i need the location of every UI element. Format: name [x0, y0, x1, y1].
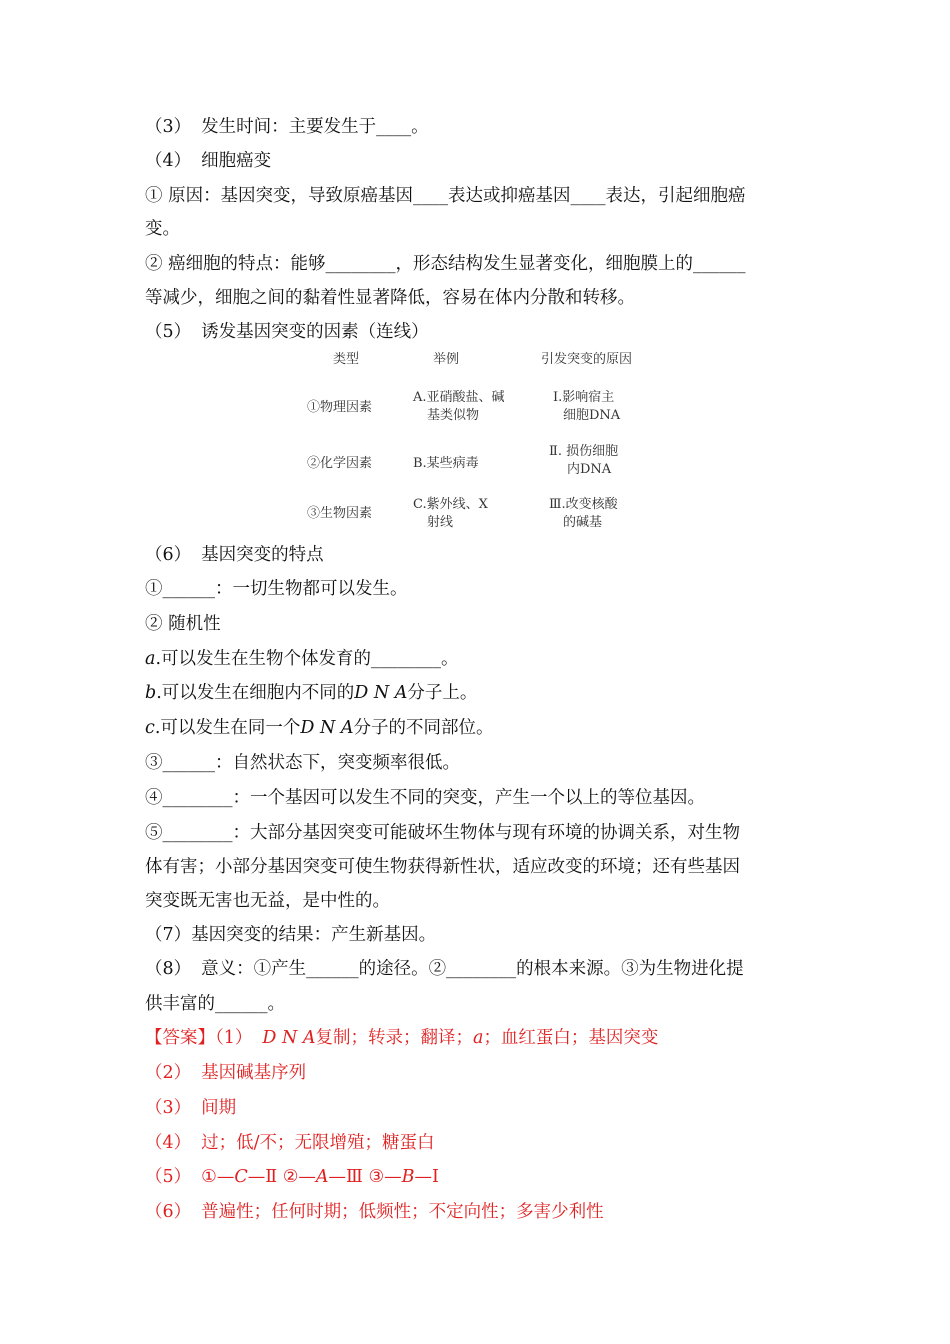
item-6-non-directional: ④________：一个基因可以发生不同的突变，产生一个以上的等位基因。 — [145, 788, 705, 808]
item-4-cause: ① 原因：基因突变，导致原癌基因____表达或抑癌基因____表达，引起细胞癌 — [145, 186, 746, 206]
answer-text: 复制；转录；翻译； — [315, 1028, 473, 1048]
item-4-traits-cont: 等减少，细胞之间的黏着性显著降低，容易在体内分散和转移。 — [145, 288, 635, 308]
answer-number: （1） — [215, 1028, 253, 1048]
table-header-example: 举例 — [433, 352, 460, 367]
answer-text: ；血红蛋白；基因突变 — [483, 1028, 659, 1048]
answer-text: 间期 — [201, 1098, 237, 1118]
table-example-3b: 射线 — [427, 515, 454, 530]
item-text: 意义：①产生______的途径。②________的根本来源。③为生物进化提 — [201, 959, 744, 979]
letter: a — [145, 649, 156, 669]
item-text: 发生时间：主要发生于____。 — [201, 117, 429, 137]
matching-table — [305, 345, 645, 535]
item-4-heading — [145, 148, 271, 174]
item-6-harmful: ⑤________：大部分基因突变可能破坏生物体与现有环境的协调关系，对生物 — [145, 823, 740, 843]
answer-tag: 【答案】 — [145, 1028, 215, 1048]
item-text: 细胞癌变 — [201, 151, 272, 171]
table-cause-1a: Ⅰ.影响宿主 — [553, 390, 615, 405]
letter: c — [145, 718, 155, 738]
answer-number: （6） — [145, 1202, 192, 1222]
letter: b — [145, 683, 157, 703]
answer-line-5 — [145, 1164, 439, 1190]
item-8-significance — [145, 956, 744, 982]
text: .可以发生在同一个 — [154, 718, 301, 738]
table-cause-3b: 的碱基 — [563, 515, 603, 530]
item-number: （3） — [145, 117, 192, 137]
table-header-type: 类型 — [333, 352, 360, 367]
item-text: 基因突变的特点 — [201, 545, 324, 565]
text: 分子上。 — [407, 683, 478, 703]
answer-line-1 — [145, 1025, 658, 1051]
item-6-heading — [145, 542, 324, 568]
item-text: 诱发基因突变的因素（连线） — [201, 322, 429, 342]
answer-text: 过；低/不；无限增殖；糖蛋白 — [201, 1133, 435, 1153]
item-number: （8） — [145, 959, 192, 979]
answer-text: ①— — [201, 1167, 235, 1187]
table-cause-2b: 内DNA — [567, 462, 612, 477]
dna-term: D N A — [300, 718, 354, 738]
table-cause-1b: 细胞DNA — [563, 408, 621, 423]
answer-number: （4） — [145, 1133, 192, 1153]
item-6-harmful-cont-2: 突变既无害也无益，是中性的。 — [145, 891, 390, 911]
text: .可以发生在细胞内不同的 — [156, 683, 355, 703]
answer-number: （5） — [145, 1167, 192, 1187]
table-type-3: ③生物因素 — [307, 506, 373, 521]
answer-line-3 — [145, 1095, 236, 1121]
table-type-1: ①物理因素 — [307, 400, 373, 415]
item-4-traits: ② 癌细胞的特点：能够________，形态结构发生显著变化，细胞膜上的______ — [145, 254, 746, 274]
letter: C — [234, 1167, 248, 1187]
item-6-random-b — [145, 680, 477, 706]
table-example-2a: B.某些病毒 — [413, 456, 479, 471]
table-header-cause: 引发突变的原因 — [541, 352, 633, 367]
dna-term: D N A — [262, 1028, 316, 1048]
item-6-low-frequency: ③______：自然状态下，突变频率很低。 — [145, 753, 460, 773]
item-6-randomness: ② 随机性 — [145, 614, 221, 634]
item-6-random-a — [145, 646, 459, 672]
table-cause-3a: Ⅲ.改变核酸 — [549, 497, 618, 512]
item-8-significance-cont: 供丰富的______。 — [145, 994, 285, 1014]
answer-text: —Ⅲ ③— — [328, 1167, 402, 1187]
answer-text: —Ⅰ — [414, 1167, 439, 1187]
answer-number: （3） — [145, 1098, 192, 1118]
text: .可以发生在生物个体发育的________。 — [155, 649, 459, 669]
table-example-1a: A.亚硝酸盐、碱 — [413, 390, 505, 405]
letter: a — [473, 1028, 484, 1048]
item-7-result: （7）基因突变的结果：产生新基因。 — [145, 925, 437, 945]
table-cause-2a: Ⅱ. 损伤细胞 — [549, 444, 619, 459]
table-example-1b: 基类似物 — [427, 408, 480, 423]
answer-text: 基因碱基序列 — [201, 1063, 307, 1083]
dna-term: D N A — [354, 683, 408, 703]
item-number: （4） — [145, 151, 192, 171]
answer-number: （2） — [145, 1063, 192, 1083]
answer-line-6 — [145, 1199, 604, 1225]
table-type-2: ②化学因素 — [307, 456, 373, 471]
item-number: （6） — [145, 545, 192, 565]
item-3-occurrence-time — [145, 114, 429, 140]
letter: B — [401, 1167, 415, 1187]
item-6-random-c — [145, 715, 493, 741]
table-example-3a: C.紫外线、X — [413, 497, 488, 512]
item-4-cause-cont: 变。 — [145, 219, 180, 239]
answer-line-2 — [145, 1060, 306, 1086]
letter: A — [315, 1167, 329, 1187]
item-6-harmful-cont-1: 体有害；小部分基因突变可使生物获得新性状，适应改变的环境；还有些基因 — [145, 857, 740, 877]
item-6-universality: ①______：一切生物都可以发生。 — [145, 579, 408, 599]
item-number: （5） — [145, 322, 192, 342]
answer-line-4 — [145, 1130, 435, 1156]
item-5-heading — [145, 319, 429, 345]
answer-text: 普遍性；任何时期；低频性；不定向性；多害少利性 — [201, 1202, 604, 1222]
answer-text: —Ⅱ ②— — [247, 1167, 316, 1187]
text: 分子的不同部位。 — [353, 718, 494, 738]
